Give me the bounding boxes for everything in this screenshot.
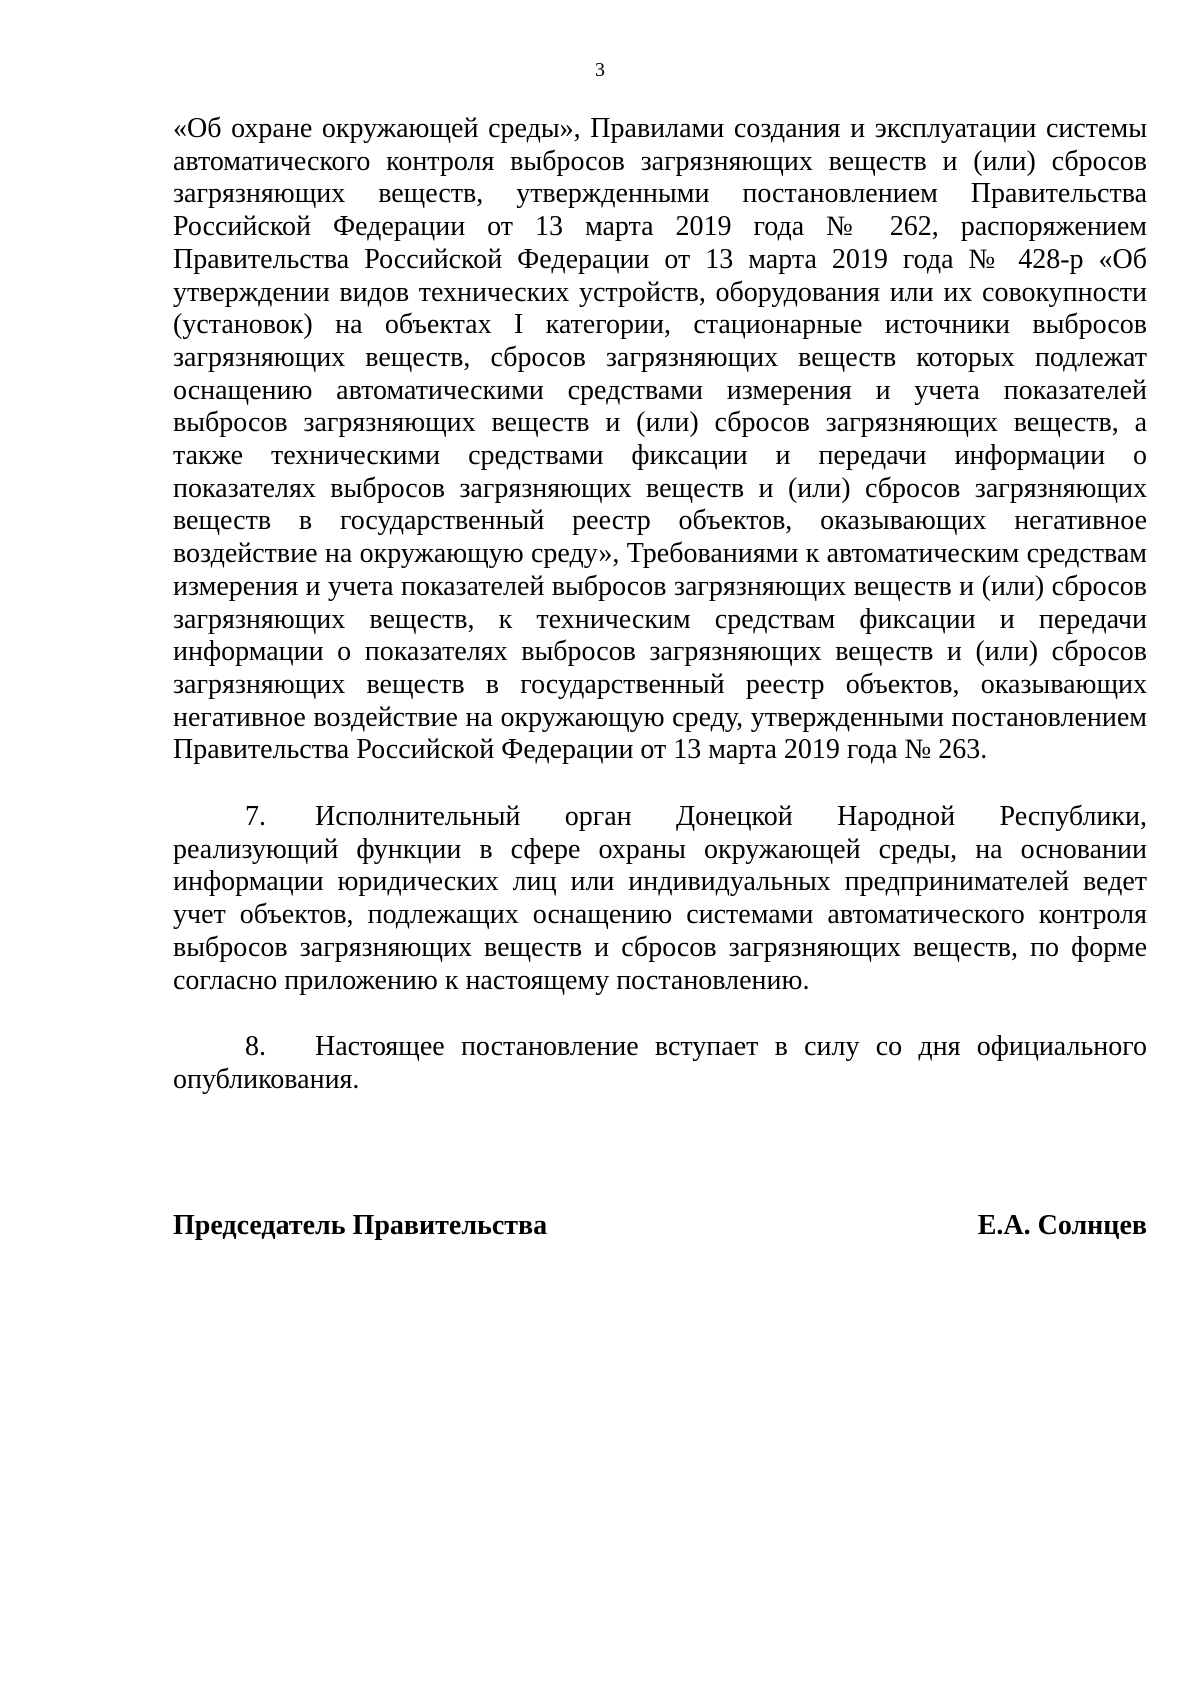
paragraph-continuation [173, 113, 1147, 767]
item-number: 7. [245, 801, 266, 833]
signature-block [173, 1210, 1147, 1242]
document-body [173, 113, 1147, 1097]
paragraph-item-7 [173, 801, 1147, 997]
paragraph-text: Исполнительный орган Донецкой Народной Республики, реализующий функции в сфере охраны окружающей среды, на основании информации юридических лиц или индивидуальных предпринимателей ведет учет объектов, подлежащих оснащению системами автоматического контроля выбросов загрязняющих веществ и сбросов загрязняющих веществ, по форме согласно приложению к настоящему постановлению. [173, 801, 1147, 996]
page-number: 3 [595, 59, 605, 81]
paragraph-item-8 [173, 1031, 1147, 1096]
signatory-name: Е.А. Солнцев [977, 1210, 1147, 1241]
paragraph-text: «Об охране окружающей среды», Правилами создания и эксплуатации системы автоматического контроля выбросов загрязняющих веществ и (или) сбросов загрязняющих веществ, утвержденными постановлением Правительства Российской Федерации от 13 марта 2019 года № 262, распоряжением Правительства Российской Федерации от 13 марта 2019 года № 428-р «Об утверждении видов технических устройств, оборудования или их совокупности (установок) на объектах I категории, стационарные источники выбросов загрязняющих веществ, сбросов загрязняющих веществ которых подлежат оснащению автоматическими средствами измерения и учета показателей выбросов загрязняющих веществ и (или) сбросов загрязняющих веществ, а также техническими средствами фиксации и передачи информации о показателях выбросов загрязняющих веществ и (или) сбросов загрязняющих веществ в государственный реестр объектов, оказывающих негативное воздействие на окружающую среду», Требованиями к автоматическим средствам измерения и учета показателей выбросов загрязняющих веществ и (или) сбросов загрязняющих веществ, к техническим средствам фиксации и передачи информации о показателях выбросов загрязняющих веществ и (или) сбросов загрязняющих веществ в государственный реестр объектов, оказывающих негативное воздействие на окружающую среду, утвержденными постановлением Правительства Российской Федерации от 13 марта 2019 года № 263. [173, 113, 1147, 766]
item-number: 8. [245, 1031, 266, 1063]
paragraph-text: Настоящее постановление вступает в силу со дня официального опубликования. [173, 1031, 1147, 1095]
signatory-position: Председатель Правительства [173, 1210, 548, 1241]
